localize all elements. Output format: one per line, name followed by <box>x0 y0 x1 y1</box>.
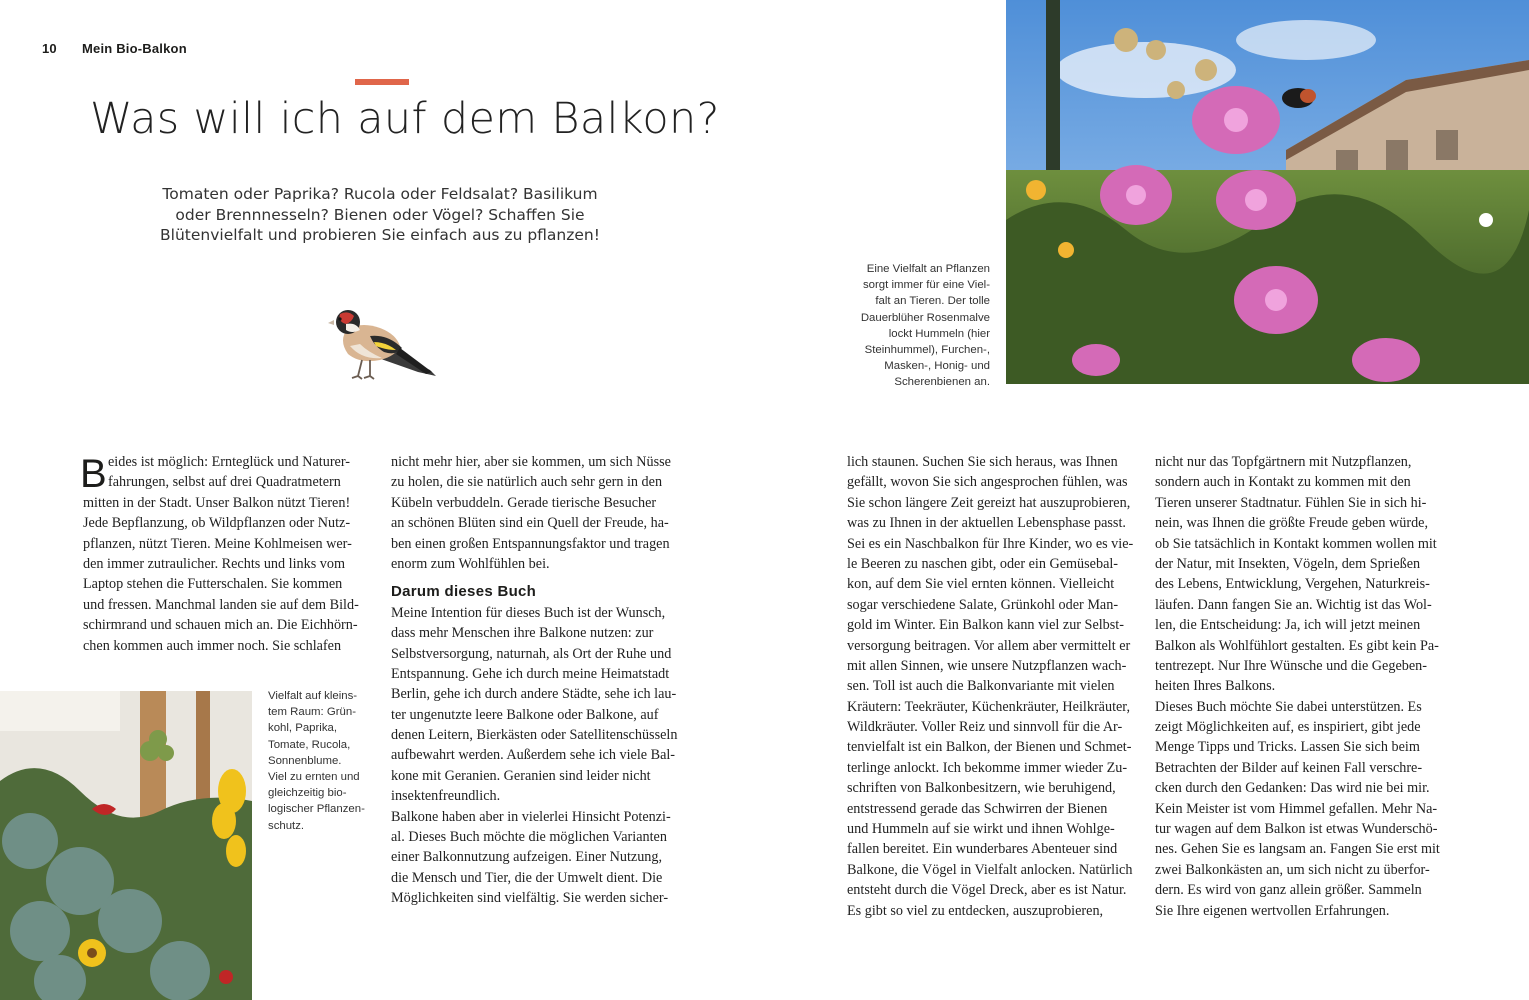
body-line: fallen bereitet. Ein wunderbares Abenteuer sind <box>847 841 1118 858</box>
body-line: fahrungen, selbst auf drei Quadratmetern <box>108 474 341 491</box>
body-line: terlinge anlockt. Ich bekomme immer wieder Zu- <box>847 759 1128 776</box>
caption-line: Masken-, Honig- und <box>884 360 990 373</box>
body-line: Balkone, die Vögel in Vielfalt anlocken. Natürlich <box>847 861 1133 878</box>
caption-line: logischer Pflanzen- <box>268 803 365 816</box>
body-line: und fressen. Manchmal landen sie auf dem Bild- <box>83 596 359 613</box>
body-line: sen. Toll ist auch die Balkonvariante mit vielen <box>847 678 1115 695</box>
body-line: kone mit Geranien. Geranien sind leider nicht <box>391 767 651 784</box>
flower-photo-mallow <box>1006 0 1529 384</box>
body-line: ter ungenutzte leere Balkone oder Balkone, auf <box>391 706 659 723</box>
running-header <box>42 41 187 56</box>
body-column-1 <box>83 452 373 656</box>
section-title: Mein Bio-Balkon <box>82 41 187 56</box>
body-line: Entspannung. Gehe ich durch meine Heimatstadt <box>391 665 670 682</box>
intro-text <box>150 184 610 246</box>
body-line: Wildkräuter. Voller Reiz und sinnvoll für die Ar- <box>847 719 1123 736</box>
goldfinch-illustration <box>326 300 442 386</box>
body-line: einer Balkonnutzung aufzeigen. Einer Nutzung, <box>391 849 663 866</box>
body-line: Selbstversorgung, naturnah, als Ort der Ruhe und <box>391 645 672 662</box>
body-line: Berlin, gehe ich durch andere Städte, sehe ich lau- <box>391 686 677 703</box>
intro-line: oder Brennnesseln? Bienen oder Vögel? Schaffen Sie <box>175 205 585 224</box>
body-line: entsteht durch die Vögel Dreck, aber es ist Natur. <box>847 882 1127 899</box>
caption-line: Sonnenblume. <box>268 754 342 767</box>
caption-line: Eine Vielfalt an Pflanzen <box>866 263 990 275</box>
caption-line: Scherenbienen an. <box>894 376 990 389</box>
caption-line: Dauerblüher Rosenmalve <box>860 311 990 324</box>
body-line: aufbewahrt werden. Außerdem sehe ich viele Bal- <box>391 747 676 764</box>
body-line: des Lebens, Entwicklung, Vergehen, Naturkreis- <box>1155 576 1430 593</box>
body-line: tur wagen auf dem Balkon ist etwas Wunderschö- <box>1155 821 1438 838</box>
body-line: Meine Intention für dieses Buch ist der Wunsch, <box>391 604 666 621</box>
body-line: lich staunen. Suchen Sie sich heraus, was Ihnen <box>847 454 1118 470</box>
drop-cap: B <box>80 452 107 496</box>
body-line: schirmrand und schauen mich an. Die Eichhörn- <box>83 617 358 634</box>
balcony-planter-photo <box>0 691 252 1000</box>
caption-line: tem Raum: Grün- <box>268 706 356 719</box>
page-title: Was will ich auf dem Balkon? <box>90 94 720 144</box>
caption-line: lockt Hummeln (hier <box>888 327 990 340</box>
body-line: zu holen, die sie natürlich auch sehr gern in den <box>391 474 663 491</box>
body-line: nicht nur das Topfgärtnern mit Nutzpflanzen, <box>1155 454 1412 470</box>
body-line: entstressend gerade das Schwirren der Bienen <box>847 800 1108 817</box>
body-line: Sie Ihre eigenen wertvollen Erfahrungen. <box>1155 902 1390 919</box>
body-line: dass mehr Menschen ihre Balkone nutzen: zur <box>391 625 654 642</box>
caption-line: Tomate, Rucola, <box>268 738 351 751</box>
body-line: zeigt Möglichkeiten auf, es inspiriert, gibt jede <box>1155 719 1421 736</box>
body-line: die Mensch und Tier, die der Umwelt dient. Die <box>391 869 663 886</box>
body-column-4 <box>1155 452 1450 921</box>
body-line: Menge Tipps und Tricks. Lassen Sie sich beim <box>1155 739 1420 756</box>
body-line: schriften von Balkonbesitzern, wie beruhigend, <box>847 780 1116 797</box>
caption-line: Vielfalt auf kleins- <box>268 690 358 702</box>
body-line: Balkon als Wohlfühlort gestalten. Es gibt kein Pa- <box>1155 637 1439 654</box>
page-number: 10 <box>42 41 57 56</box>
body-line: Es gibt so viel zu entdecken, auszuprobieren, <box>847 902 1104 919</box>
caption-line: Viel zu ernten und <box>268 771 360 784</box>
body-line: versorgung beitragen. Vor allem aber vermittelt er <box>847 637 1131 654</box>
body-line: Dieses Buch möchte Sie dabei unterstützen. Es <box>1155 698 1422 715</box>
body-line: Möglichkeiten sind vielfältig. Sie werden sicher- <box>391 890 669 907</box>
body-line: und Hummeln auf sie wirkt und ihnen Wohlge- <box>847 821 1115 838</box>
intro-line: Tomaten oder Paprika? Rucola oder Feldsalat? Basilikum <box>162 185 598 203</box>
body-line: nes. Gehen Sie es langsam an. Fangen Sie erst mit <box>1155 841 1440 858</box>
body-line: zwei Balkonkästen an, um sich nicht zu überfor- <box>1155 861 1430 878</box>
body-line: eides ist möglich: Ernteglück und Naturer- <box>108 454 351 470</box>
body-line: Tieren unserer Stadtnatur. Fühlen Sie in sich hi- <box>1155 494 1427 511</box>
caption-line: falt an Tieren. Der tolle <box>875 295 990 308</box>
intro-line: Blütenvielfalt und probieren Sie einfach aus zu pflanzen! <box>160 226 600 244</box>
body-line: den immer zutraulicher. Rechts und links vom <box>83 555 346 572</box>
body-line: insektenfreundlich. <box>391 788 501 805</box>
body-line: ob Sie tatsächlich in Kontakt kommen wollen mit <box>1155 535 1437 552</box>
body-line: der Natur, mit Insekten, Vögeln, dem Sprießen <box>1155 555 1421 572</box>
body-line: läufen. Dann fangen Sie an. Wichtig ist das Wol- <box>1155 596 1432 613</box>
body-line: Sie schon längere Zeit gereizt hat auszuprobieren, <box>847 494 1131 511</box>
caption-line: Steinhummel), Furchen-, <box>864 344 990 357</box>
body-line: denen Leitern, Bierkästen oder Satellitenschüsseln <box>391 727 678 744</box>
body-line: Jede Bepflanzung, ob Wildpflanzen oder Nutz- <box>83 515 351 532</box>
body-line: cken durch den Gedanken: Das wird nie bei mir. <box>1155 780 1430 797</box>
caption-line: kohl, Paprika, <box>268 722 338 735</box>
body-line: Sei es ein Naschbalkon für Ihre Kinder, wo es vie- <box>847 535 1134 552</box>
caption-line: sorgt immer für eine Viel- <box>862 279 990 292</box>
body-line: kon, auf dem Sie viel ernten können. Vielleicht <box>847 576 1115 593</box>
body-line: an schönen Blüten sind ein Quell der Freude, ha- <box>391 515 669 532</box>
body-line: sondern auch in Kontakt zu kommen mit den <box>1155 474 1411 491</box>
body-line: Kein Meister ist vom Himmel gefallen. Mehr Na- <box>1155 800 1438 817</box>
caption-line: gleichzeitig bio- <box>268 787 347 800</box>
body-line: heiten Ihres Balkons. <box>1155 678 1276 695</box>
body-line: gold im Winter. Ein Balkon kann viel zur Selbst- <box>847 617 1124 634</box>
body-line: pflanzen, nützt Tieren. Meine Kohlmeisen wer- <box>83 535 352 552</box>
body-line: was zu Ihnen in der aktuellen Lebensphase passt. <box>847 515 1126 532</box>
body-line: Kübeln verbuddeln. Gerade tierische Besucher <box>391 494 657 511</box>
body-line: al. Dieses Buch möchte die möglichen Varianten <box>391 829 667 846</box>
body-line: nein, was Ihnen die größte Freude geben würde, <box>1155 515 1429 532</box>
accent-bar <box>355 79 409 85</box>
caption-line: schutz. <box>268 819 305 832</box>
section-heading: Darum dieses Buch <box>391 583 537 601</box>
body-column-2 <box>391 452 686 909</box>
body-line: le Beeren zu naschen gibt, oder ein Gemüsebal- <box>847 555 1119 572</box>
body-line: len, die Entscheidung: Ja, ich will jetzt meinen <box>1155 617 1421 634</box>
photo-caption-top <box>842 261 990 391</box>
body-line: tentrezept. Nur Ihre Wünsche und die Gegeben- <box>1155 657 1427 674</box>
body-line: sogar verschiedene Salate, Grünkohl oder Man- <box>847 596 1119 613</box>
photo-caption-bottom <box>268 688 372 834</box>
body-line: mitten in der Stadt. Unser Balkon nützt Tieren! <box>83 494 351 511</box>
body-line: Kräutern: Teekräuter, Küchenkräuter, Heilkräuter, <box>847 698 1131 715</box>
body-column-3 <box>847 452 1142 921</box>
body-line: mit allen Sinnen, wie unsere Nutzpflanzen wach- <box>847 657 1127 674</box>
body-line: chen kommen auch immer noch. Sie schlafen <box>83 637 342 654</box>
body-line: Laptop stehen die Futterschalen. Sie kommen <box>83 576 343 593</box>
body-line: ben einen großen Entspannungsfaktor und tragen <box>391 535 670 552</box>
body-line: dern. Es wird von ganz allein größer. Sammeln <box>1155 882 1422 899</box>
body-line: tenvielfalt ist ein Balkon, der Bienen und Schmet- <box>847 739 1132 756</box>
body-line: Betrachten der Bilder auf keinen Fall verschre- <box>1155 759 1423 776</box>
body-line: Balkone haben aber in vielerlei Hinsicht Potenzi- <box>391 808 671 825</box>
body-line: enorm zum Wohlfühlen bei. <box>391 555 550 572</box>
body-line: gefällt, wovon Sie sich angesprochen fühlen, was <box>847 474 1128 491</box>
body-line: nicht mehr hier, aber sie kommen, um sich Nüsse <box>391 454 671 470</box>
